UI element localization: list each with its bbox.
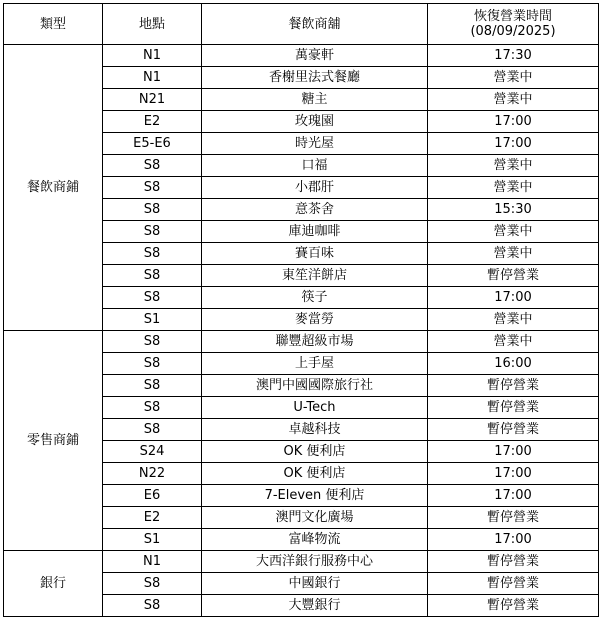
category-cell: 銀行 xyxy=(4,551,103,617)
location-cell: E2 xyxy=(103,111,202,133)
reopen-time-cell: 暫停營業 xyxy=(428,375,599,397)
location-cell: S1 xyxy=(103,309,202,331)
reopen-time-cell: 營業中 xyxy=(428,331,599,353)
shop-name-cell: 卓越科技 xyxy=(202,419,428,441)
reopen-time-cell: 營業中 xyxy=(428,221,599,243)
reopen-time-cell: 17:00 xyxy=(428,111,599,133)
header-row xyxy=(4,4,599,45)
shop-name-cell: 萬豪軒 xyxy=(202,45,428,67)
reopen-time-cell: 暫停營業 xyxy=(428,595,599,617)
location-cell: S8 xyxy=(103,199,202,221)
shop-name-cell: 玫瑰園 xyxy=(202,111,428,133)
location-cell: S8 xyxy=(103,155,202,177)
shop-name-cell: 庫迪咖啡 xyxy=(202,221,428,243)
header-time-label: 恢復營業時間 xyxy=(473,9,552,24)
table-row xyxy=(4,45,599,67)
shop-name-cell: 小郡肝 xyxy=(202,177,428,199)
location-cell: S8 xyxy=(103,331,202,353)
reopen-time-cell: 17:00 xyxy=(428,529,599,551)
location-cell: S1 xyxy=(103,529,202,551)
shop-name-cell: 麥當勞 xyxy=(202,309,428,331)
shop-name-cell: 澳門中國國際旅行社 xyxy=(202,375,428,397)
location-cell: S8 xyxy=(103,287,202,309)
reopen-time-cell: 17:30 xyxy=(428,45,599,67)
location-cell: S8 xyxy=(103,375,202,397)
reopening-times-table xyxy=(3,3,599,617)
header-time-date: (08/09/2025) xyxy=(470,24,556,39)
reopen-time-cell: 16:00 xyxy=(428,353,599,375)
location-cell: E6 xyxy=(103,485,202,507)
shop-name-cell: 賽百味 xyxy=(202,243,428,265)
location-cell: S8 xyxy=(103,595,202,617)
location-cell: N22 xyxy=(103,463,202,485)
location-cell: S8 xyxy=(103,243,202,265)
shop-name-cell: 聯豐超級市場 xyxy=(202,331,428,353)
location-cell: S8 xyxy=(103,419,202,441)
shop-name-cell: OK 便利店 xyxy=(202,441,428,463)
reopen-time-cell: 營業中 xyxy=(428,67,599,89)
location-cell: S8 xyxy=(103,397,202,419)
reopen-time-cell: 營業中 xyxy=(428,243,599,265)
shop-name-cell: 筷子 xyxy=(202,287,428,309)
reopen-time-cell: 暫停營業 xyxy=(428,265,599,287)
location-cell: S8 xyxy=(103,265,202,287)
location-cell: E2 xyxy=(103,507,202,529)
shop-name-cell: 上手屋 xyxy=(202,353,428,375)
shop-name-cell: 東笙洋餅店 xyxy=(202,265,428,287)
reopen-time-cell: 營業中 xyxy=(428,177,599,199)
location-cell: E5-E6 xyxy=(103,133,202,155)
reopen-time-cell: 暫停營業 xyxy=(428,551,599,573)
reopen-time-cell: 營業中 xyxy=(428,89,599,111)
table-row xyxy=(4,331,599,353)
shop-name-cell: 7-Eleven 便利店 xyxy=(202,485,428,507)
reopen-time-cell: 暫停營業 xyxy=(428,507,599,529)
category-cell: 零售商鋪 xyxy=(4,331,103,551)
reopen-time-cell: 暫停營業 xyxy=(428,573,599,595)
shop-name-cell: 時光屋 xyxy=(202,133,428,155)
reopen-time-cell: 17:00 xyxy=(428,463,599,485)
location-cell: S8 xyxy=(103,573,202,595)
shop-name-cell: 大豐銀行 xyxy=(202,595,428,617)
shop-name-cell: 富峰物流 xyxy=(202,529,428,551)
shop-name-cell: U-Tech xyxy=(202,397,428,419)
table-row xyxy=(4,551,599,573)
table-body xyxy=(4,45,599,617)
shop-name-cell: 口福 xyxy=(202,155,428,177)
location-cell: N21 xyxy=(103,89,202,111)
reopen-time-cell: 17:00 xyxy=(428,441,599,463)
header-shop: 餐飲商舖 xyxy=(202,4,428,45)
reopen-time-cell: 17:00 xyxy=(428,287,599,309)
shop-name-cell: 大西洋銀行服務中心 xyxy=(202,551,428,573)
location-cell: S8 xyxy=(103,177,202,199)
shop-name-cell: 意茶舍 xyxy=(202,199,428,221)
reopen-time-cell: 15:30 xyxy=(428,199,599,221)
shop-name-cell: 澳門文化廣場 xyxy=(202,507,428,529)
location-cell: N1 xyxy=(103,45,202,67)
location-cell: S24 xyxy=(103,441,202,463)
reopen-time-cell: 暫停營業 xyxy=(428,397,599,419)
reopen-time-cell: 營業中 xyxy=(428,155,599,177)
shop-name-cell: OK 便利店 xyxy=(202,463,428,485)
location-cell: S8 xyxy=(103,221,202,243)
reopen-time-cell: 營業中 xyxy=(428,309,599,331)
shop-name-cell: 香榭里法式餐廳 xyxy=(202,67,428,89)
reopen-time-cell: 17:00 xyxy=(428,485,599,507)
category-cell: 餐飲商鋪 xyxy=(4,45,103,331)
location-cell: S8 xyxy=(103,353,202,375)
header-time xyxy=(428,4,599,45)
header-location: 地點 xyxy=(103,4,202,45)
location-cell: N1 xyxy=(103,67,202,89)
reopen-time-cell: 暫停營業 xyxy=(428,419,599,441)
location-cell: N1 xyxy=(103,551,202,573)
header-type: 類型 xyxy=(4,4,103,45)
shop-name-cell: 糖主 xyxy=(202,89,428,111)
reopen-time-cell: 17:00 xyxy=(428,133,599,155)
shop-name-cell: 中國銀行 xyxy=(202,573,428,595)
